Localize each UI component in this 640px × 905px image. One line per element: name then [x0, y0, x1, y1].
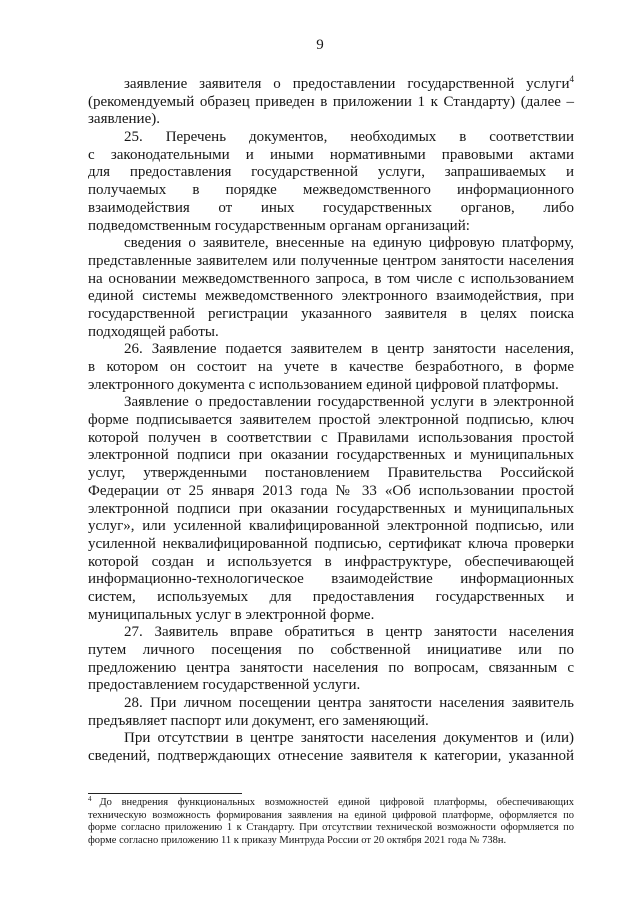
paragraph-28: [88, 695, 574, 730]
footnote-separator: [88, 793, 242, 794]
footnote-line: форме согласно приложению 11 к приказу Минтруда России от 20 октября 2021 года № 738н.: [88, 834, 507, 846]
text-line: Федерации от 25 января 2013 года № 33 «Об использовании простой: [88, 482, 574, 499]
footnote-marker: 4: [88, 795, 92, 803]
text-line: которой создан и используется в инфраструктуре, обеспечивающей: [88, 553, 574, 570]
text-line-content: заявление заявителя о предоставлении государственной услуги: [124, 76, 570, 92]
text-line: При отсутствии в центре занятости населения документов и (или): [124, 730, 574, 747]
paragraph-26-signature: [88, 394, 574, 624]
text-line: услуг, утвержденными постановлением Правительства Российской: [88, 465, 574, 482]
page-number: 9: [316, 37, 324, 53]
text-line: 27. Заявитель вправе обратиться в центр занятости населения: [124, 624, 574, 641]
text-line: 25. Перечень документов, необходимых в соответствии: [124, 129, 574, 146]
text-line: на основании межведомственного запроса, в том числе с использованием: [88, 270, 574, 287]
text-line: предоставлением государственной услуги.: [88, 677, 361, 694]
text-line: 28. При личном посещении центра занятости населения заявитель: [124, 695, 574, 712]
text-line: в котором он состоит на учете в качестве безработного, в форме: [88, 359, 574, 375]
text-line: систем, используемых для предоставления государственных и: [88, 588, 574, 605]
paragraph-continuation: [88, 76, 574, 129]
text-line: услуг», или усиленной квалифицированной электронной подписью, или: [88, 518, 574, 535]
body-text: [88, 76, 574, 766]
footnote: [88, 797, 574, 847]
text-line: электронной подписи при оказании государственных и муниципальных: [88, 447, 574, 464]
text-line: предъявляет паспорт или документ, его заменяющий.: [88, 712, 429, 729]
text-line: электронной подписи при оказании государственных и муниципальных: [88, 500, 574, 517]
text-line: 26. Заявление подается заявителем в центр занятости населения,: [124, 341, 574, 358]
text-line: [88, 76, 574, 94]
text-line: заявление).: [88, 111, 160, 128]
paragraph-25-item: [88, 235, 574, 341]
text-line: которой получен в соответствии с Правилами использования простой: [88, 429, 574, 446]
text-line: предложению центра занятости населения по вопросам, связанным с: [88, 659, 574, 676]
footnote-line: техническую возможность формирования заявления на единой цифровой платформе, оформляется по: [88, 809, 574, 821]
text-line: информационно-технологическое взаимодействие информационных: [88, 571, 574, 588]
paragraph-26: [88, 341, 574, 394]
paragraph-25: [88, 129, 574, 235]
paragraph-28-continued: [88, 730, 574, 765]
text-line: подходящей работы.: [88, 323, 219, 340]
text-line: представленные заявителем или полученные центром занятости населения: [88, 252, 574, 269]
text-line: взаимодействия от иных государственных органов, либо: [88, 199, 574, 216]
footnote-reference: 4: [569, 74, 574, 84]
text-line: путем личного посещения по собственной инициативе или по: [88, 642, 574, 658]
paragraph-27: [88, 624, 574, 695]
footnote-line: форме согласно приложению 1 к Стандарту. При отсутствии технической возможности оформляется по: [88, 822, 574, 834]
text-line: государственной регистрации указанного заявителя в целях поиска: [88, 305, 574, 322]
text-line: сведения о заявителе, внесенные на единую цифровую платформу,: [124, 235, 574, 252]
footnote-line: [88, 797, 574, 810]
text-line: сведений, подтверждающих отнесение заявителя к категории, указанной: [88, 748, 574, 765]
text-line: для предоставления государственной услуги, запрашиваемых и: [88, 164, 574, 181]
text-line: получаемых в порядке межведомственного информационного: [88, 182, 574, 199]
footnote-line-content: До внедрения функциональных возможностей единой цифровой платформы, обеспечивающих: [99, 797, 574, 808]
text-line: форме подписывается заявителем простой электронной подписью, ключ: [88, 412, 574, 429]
text-line: усиленной неквалифицированной подписью, сертификат ключа проверки: [88, 535, 574, 552]
text-line: единой системы межведомственного электронного взаимодействия, при: [88, 288, 574, 305]
text-line: (рекомендуемый образец приведен в приложении 1 к Стандарту) (далее –: [88, 93, 574, 110]
text-line: с законодательными и иными нормативными правовыми актами: [88, 146, 574, 163]
text-line: подведомственным государственным органам организаций:: [88, 217, 470, 234]
text-line: электронного документа с использованием единой цифровой платформы.: [88, 376, 559, 393]
text-line: Заявление о предоставлении государственной услуги в электронной: [124, 394, 574, 411]
text-line: муниципальных услуг в электронной форме.: [88, 606, 375, 623]
